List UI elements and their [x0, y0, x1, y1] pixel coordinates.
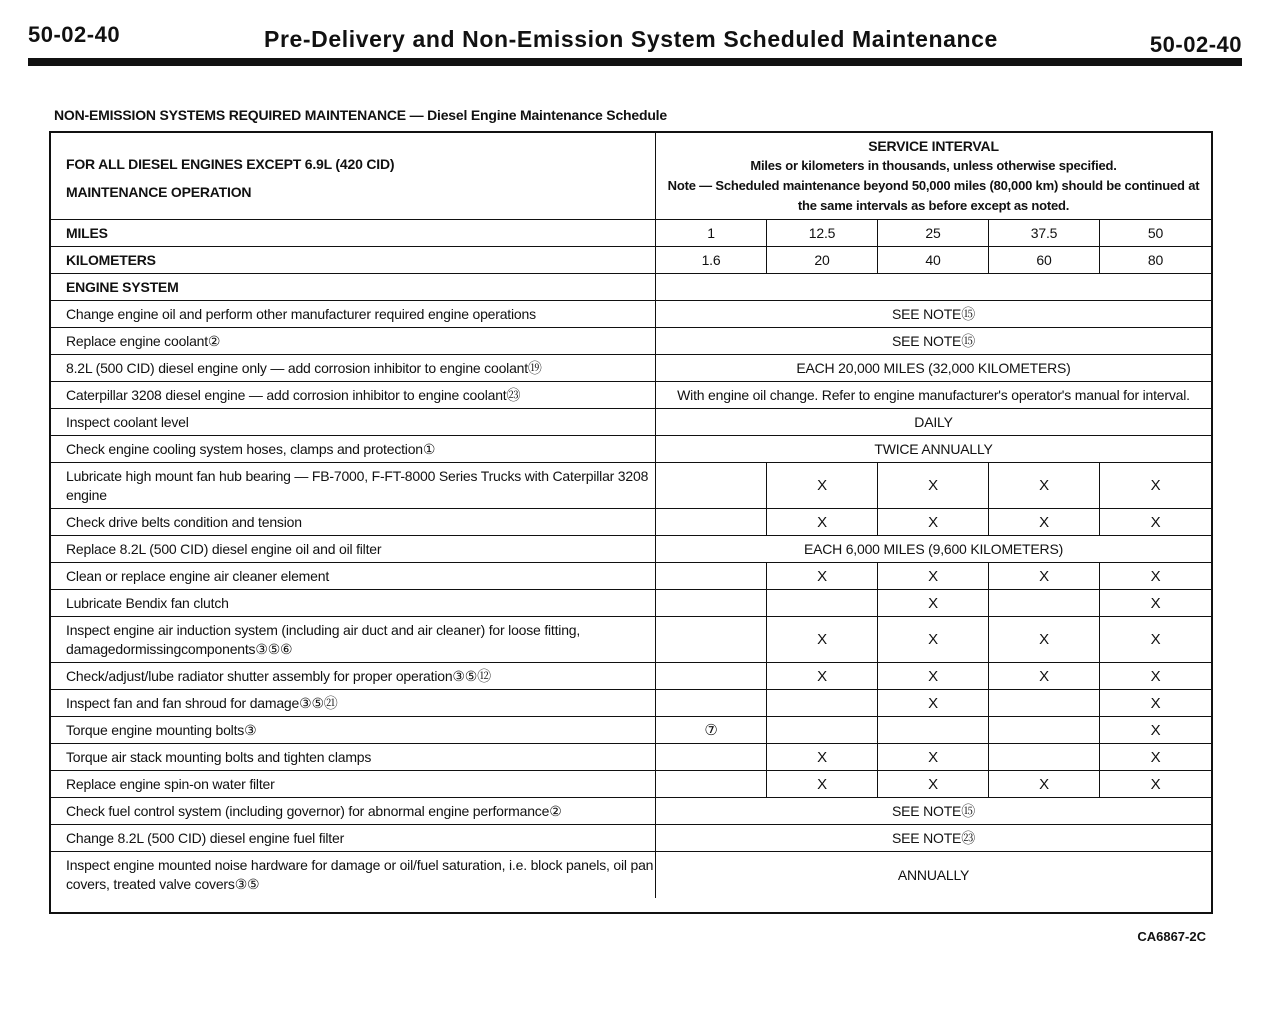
interval-mark	[989, 744, 1100, 771]
table-row-interval: SEE NOTE⑮	[656, 328, 1211, 355]
interval-mark: X	[989, 563, 1100, 590]
km-value: 40	[878, 247, 989, 274]
interval-mark	[878, 717, 989, 744]
table-row-operation: Check fuel control system (including governor) for abnormal engine performance②	[51, 798, 656, 825]
miles-label: MILES	[51, 220, 656, 247]
interval-mark: X	[767, 663, 878, 690]
interval-mark	[656, 617, 767, 663]
table-row-operation: Clean or replace engine air cleaner element	[51, 563, 656, 590]
interval-mark	[989, 590, 1100, 617]
maintenance-operation-label: MAINTENANCE OPERATION	[66, 184, 252, 200]
interval-mark	[656, 509, 767, 536]
interval-mark	[989, 717, 1100, 744]
interval-mark: X	[1100, 563, 1211, 590]
table-row-interval: DAILY	[656, 409, 1211, 436]
table-row-operation: Replace engine spin-on water filter	[51, 771, 656, 798]
interval-mark	[767, 717, 878, 744]
interval-mark	[989, 690, 1100, 717]
table-row-operation: 8.2L (500 CID) diesel engine only — add corrosion inhibitor to engine coolant⑲	[51, 355, 656, 382]
table-row-operation: Change 8.2L (500 CID) diesel engine fuel filter	[51, 825, 656, 852]
interval-mark: X	[1100, 590, 1211, 617]
km-value: 60	[989, 247, 1100, 274]
interval-mark	[656, 563, 767, 590]
table-row-operation: Torque engine mounting bolts③	[51, 717, 656, 744]
interval-mark: X	[1100, 717, 1211, 744]
km-value: 80	[1100, 247, 1211, 274]
page-number-right: 50-02-40	[1149, 32, 1242, 57]
service-interval-subtitle: Miles or kilometers in thousands, unless otherwise specified.	[750, 158, 1117, 173]
interval-mark	[767, 690, 878, 717]
interval-mark: X	[989, 509, 1100, 536]
interval-mark: X	[878, 463, 989, 509]
interval-mark	[656, 744, 767, 771]
table-row-operation: Caterpillar 3208 diesel engine — add corrosion inhibitor to engine coolant㉓	[51, 382, 656, 409]
table-row-interval: EACH 20,000 MILES (32,000 KILOMETERS)	[656, 355, 1211, 382]
figure-id: CA6867-2C	[1137, 929, 1206, 944]
interval-mark: X	[767, 771, 878, 798]
interval-mark: X	[989, 463, 1100, 509]
table-row-operation: Replace 8.2L (500 CID) diesel engine oil and oil filter	[51, 536, 656, 563]
interval-mark	[656, 463, 767, 509]
interval-mark: X	[989, 617, 1100, 663]
service-interval-header	[656, 133, 1211, 220]
interval-mark: X	[989, 771, 1100, 798]
interval-mark: ⑦	[656, 717, 767, 744]
service-interval-title: SERVICE INTERVAL	[868, 138, 999, 154]
interval-mark: X	[1100, 663, 1211, 690]
interval-mark: X	[767, 463, 878, 509]
interval-mark: X	[1100, 771, 1211, 798]
table-row-operation: Check/adjust/lube radiator shutter assembly for proper operation③⑤⑫	[51, 663, 656, 690]
interval-mark	[656, 663, 767, 690]
miles-value: 50	[1100, 220, 1211, 247]
interval-mark: X	[878, 617, 989, 663]
interval-mark: X	[1100, 690, 1211, 717]
interval-mark	[767, 590, 878, 617]
service-interval-note: Note — Scheduled maintenance beyond 50,000 miles (80,000 km) should be continued at the same intervals as before except as noted.	[667, 178, 1200, 213]
interval-mark: X	[1100, 617, 1211, 663]
interval-mark: X	[1100, 509, 1211, 536]
table-row-operation: Inspect engine air induction system (including air duct and air cleaner) for loose fitting, damagedormissingcomponents③⑤⑥	[51, 617, 656, 663]
table-row-interval: With engine oil change. Refer to engine manufacturer's operator's manual for interval.	[656, 382, 1211, 409]
interval-mark: X	[767, 509, 878, 536]
table-row-interval: SEE NOTE㉓	[656, 825, 1211, 852]
interval-mark: X	[767, 563, 878, 590]
page-header	[28, 18, 1242, 62]
interval-mark: X	[989, 663, 1100, 690]
table-row-interval: TWICE ANNUALLY	[656, 436, 1211, 463]
km-value: 1.6	[656, 247, 767, 274]
table-row-operation: Inspect engine mounted noise hardware for damage or oil/fuel saturation, i.e. block panels, oil pan covers, treated valve covers③⑤	[51, 852, 656, 898]
miles-value: 37.5	[989, 220, 1100, 247]
km-value: 20	[767, 247, 878, 274]
table-row-operation: Lubricate high mount fan hub bearing — FB-7000, F-FT-8000 Series Trucks with Caterpillar 3208 engine	[51, 463, 656, 509]
interval-mark	[656, 590, 767, 617]
interval-mark: X	[767, 617, 878, 663]
interval-mark: X	[767, 744, 878, 771]
table-row-interval: EACH 6,000 MILES (9,600 KILOMETERS)	[656, 536, 1211, 563]
interval-mark: X	[878, 771, 989, 798]
maintenance-schedule-table	[49, 131, 1213, 914]
interval-mark: X	[1100, 463, 1211, 509]
table-caption: NON-EMISSION SYSTEMS REQUIRED MAINTENANCE — Diesel Engine Maintenance Schedule	[54, 107, 667, 123]
page-number-left: 50-02-40	[28, 22, 121, 47]
table-row-interval: ANNUALLY	[897, 867, 970, 883]
miles-value: 25	[878, 220, 989, 247]
page-title: Pre-Delivery and Non-Emission System Scheduled Maintenance	[264, 26, 998, 52]
table-row-interval: SEE NOTE⑮	[656, 301, 1211, 328]
interval-mark	[656, 771, 767, 798]
miles-value: 1	[656, 220, 767, 247]
engine-scope-label: FOR ALL DIESEL ENGINES EXCEPT 6.9L (420 CID)	[66, 156, 395, 172]
section-empty-cell	[656, 274, 1211, 301]
interval-mark: X	[878, 690, 989, 717]
interval-mark: X	[878, 590, 989, 617]
table-row-operation: Change engine oil and perform other manufacturer required engine operations	[51, 301, 656, 328]
left-header-cell	[51, 133, 656, 220]
table-row-operation: Check drive belts condition and tension	[51, 509, 656, 536]
table-row-operation: Lubricate Bendix fan clutch	[51, 590, 656, 617]
table-row-interval: SEE NOTE⑮	[656, 798, 1211, 825]
table-row-operation: Inspect coolant level	[51, 409, 656, 436]
interval-mark: X	[878, 663, 989, 690]
table-row-operation: Replace engine coolant②	[51, 328, 656, 355]
miles-value: 12.5	[767, 220, 878, 247]
engine-system-section-label: ENGINE SYSTEM	[51, 274, 656, 301]
interval-mark: X	[1100, 744, 1211, 771]
table-row-operation: Torque air stack mounting bolts and tighten clamps	[51, 744, 656, 771]
kilometers-label: KILOMETERS	[51, 247, 656, 274]
table-row-operation: Check engine cooling system hoses, clamps and protection①	[51, 436, 656, 463]
interval-mark	[656, 690, 767, 717]
interval-mark: X	[878, 744, 989, 771]
interval-mark: X	[878, 563, 989, 590]
table-row-operation: Inspect fan and fan shroud for damage③⑤㉑	[51, 690, 656, 717]
interval-mark: X	[878, 509, 989, 536]
header-rule	[28, 58, 1242, 66]
